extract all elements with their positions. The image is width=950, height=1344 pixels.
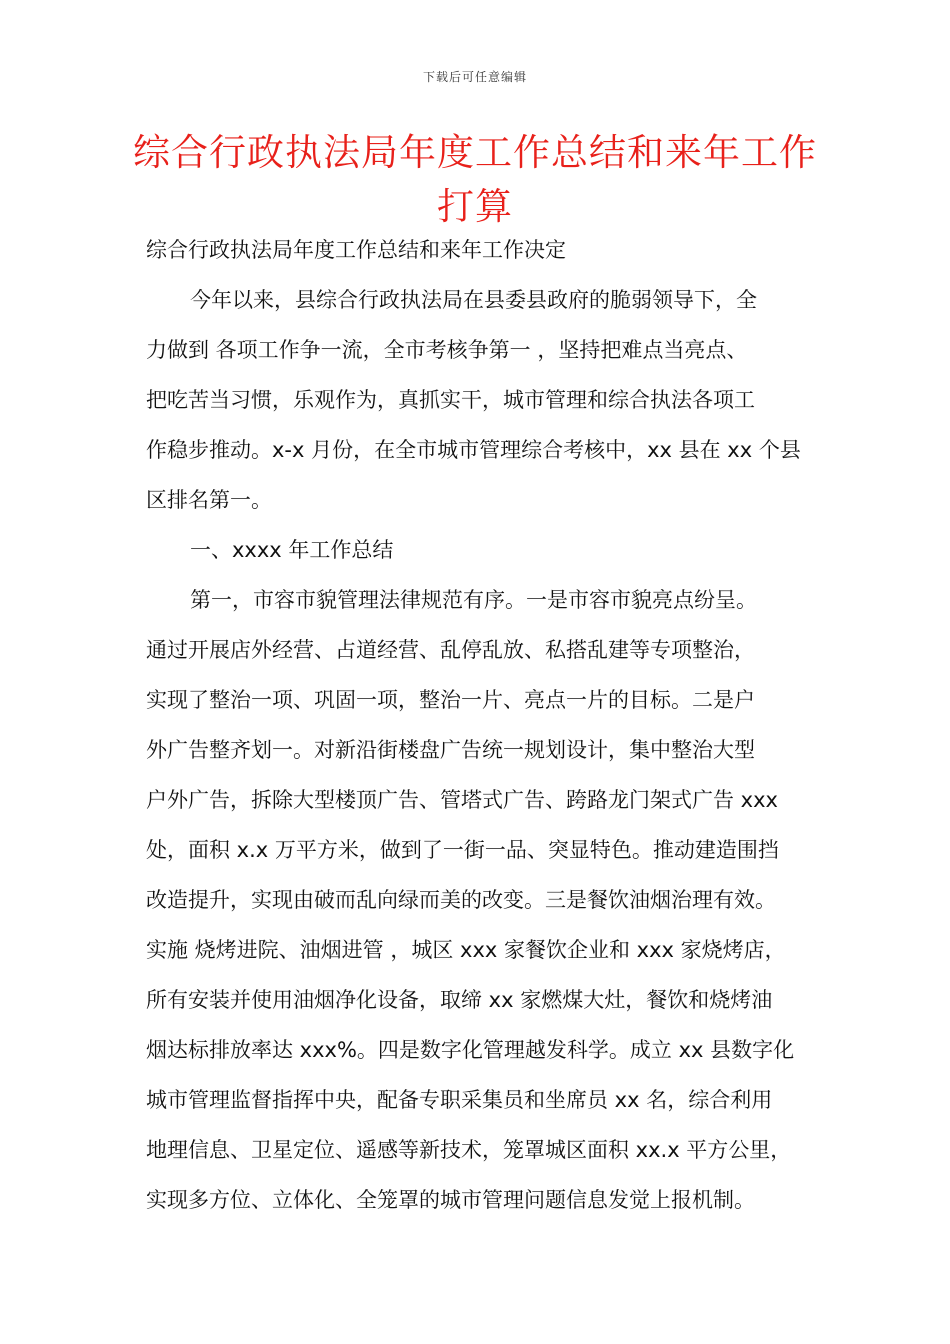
paragraph-line: 外广告整齐划一。对新沿街楼盘广告统一规划设计，集中整治大型 [146, 738, 755, 762]
section-heading: 一、xxxx 年工作总结 [190, 538, 394, 562]
paragraph-line: 户外广告，拆除大型楼顶广告、管塔式广告、跨路龙门架式广告 xxx [146, 788, 778, 812]
paragraph-line: 力做到 各项工作争一流，全市考核争第一 ，坚持把难点当亮点、 [146, 338, 748, 362]
document-body [146, 232, 836, 1232]
paragraph-line: 改造提升，实现由破而乱向绿而美的改变。三是餐饮油烟治理有效。 [146, 888, 776, 912]
title-line-2: 打算 [437, 185, 513, 228]
paragraph-line: 实现了整治一项、巩固一项，整治一片、亮点一片的目标。二是户 [146, 688, 755, 712]
subtitle-line: 综合行政执法局年度工作总结和来年工作决定 [146, 238, 566, 262]
paragraph-line: 城市管理监督指挥中央，配备专职采集员和坐席员 xx 名，综合利用 [146, 1088, 773, 1112]
paragraph-line: 作稳步推动。x-x 月份，在全市城市管理综合考核中，xx 县在 xx 个县 [146, 438, 801, 462]
paragraph-line: 处，面积 x.x 万平方米，做到了一街一品、突显特色。推动建造围挡 [146, 838, 779, 862]
title-line-1: 综合行政执法局年度工作总结和来年工作 [133, 131, 817, 174]
paragraph-line: 今年以来，县综合行政执法局在县委县政府的脆弱领导下，全 [190, 288, 757, 312]
paragraph-line: 实现多方位、立体化、全笼罩的城市管理问题信息发觉上报机制。 [146, 1188, 755, 1212]
paragraph-line: 地理信息、卫星定位、遥感等新技术，笼罩城区面积 xx.x 平方公里， [146, 1138, 792, 1162]
document-title [100, 126, 850, 234]
paragraph-line: 把吃苦当习惯，乐观作为，真抓实干，城市管理和综合执法各项工 [146, 388, 755, 412]
paragraph-line: 区排名第一。 [146, 488, 272, 512]
paragraph-line: 烟达标排放率达 xxx%。四是数字化管理越发科学。成立 xx 县数字化 [146, 1038, 795, 1062]
paragraph-line: 实施 烧烤进院、油烟进管 ，城区 xxx 家餐饮企业和 xxx 家烧烤店， [146, 938, 786, 962]
paragraph-line: 通过开展店外经营、占道经营、乱停乱放、私搭乱建等专项整治， [146, 638, 755, 662]
paragraph-line: 第一，市容市貌管理法律规范有序。一是市容市貌亮点纷呈。 [190, 588, 757, 612]
header-note: 下载后可任意编辑 [422, 70, 527, 84]
paragraph-line: 所有安装并使用油烟净化设备，取缔 xx 家燃煤大灶，餐饮和烧烤油 [146, 988, 773, 1012]
